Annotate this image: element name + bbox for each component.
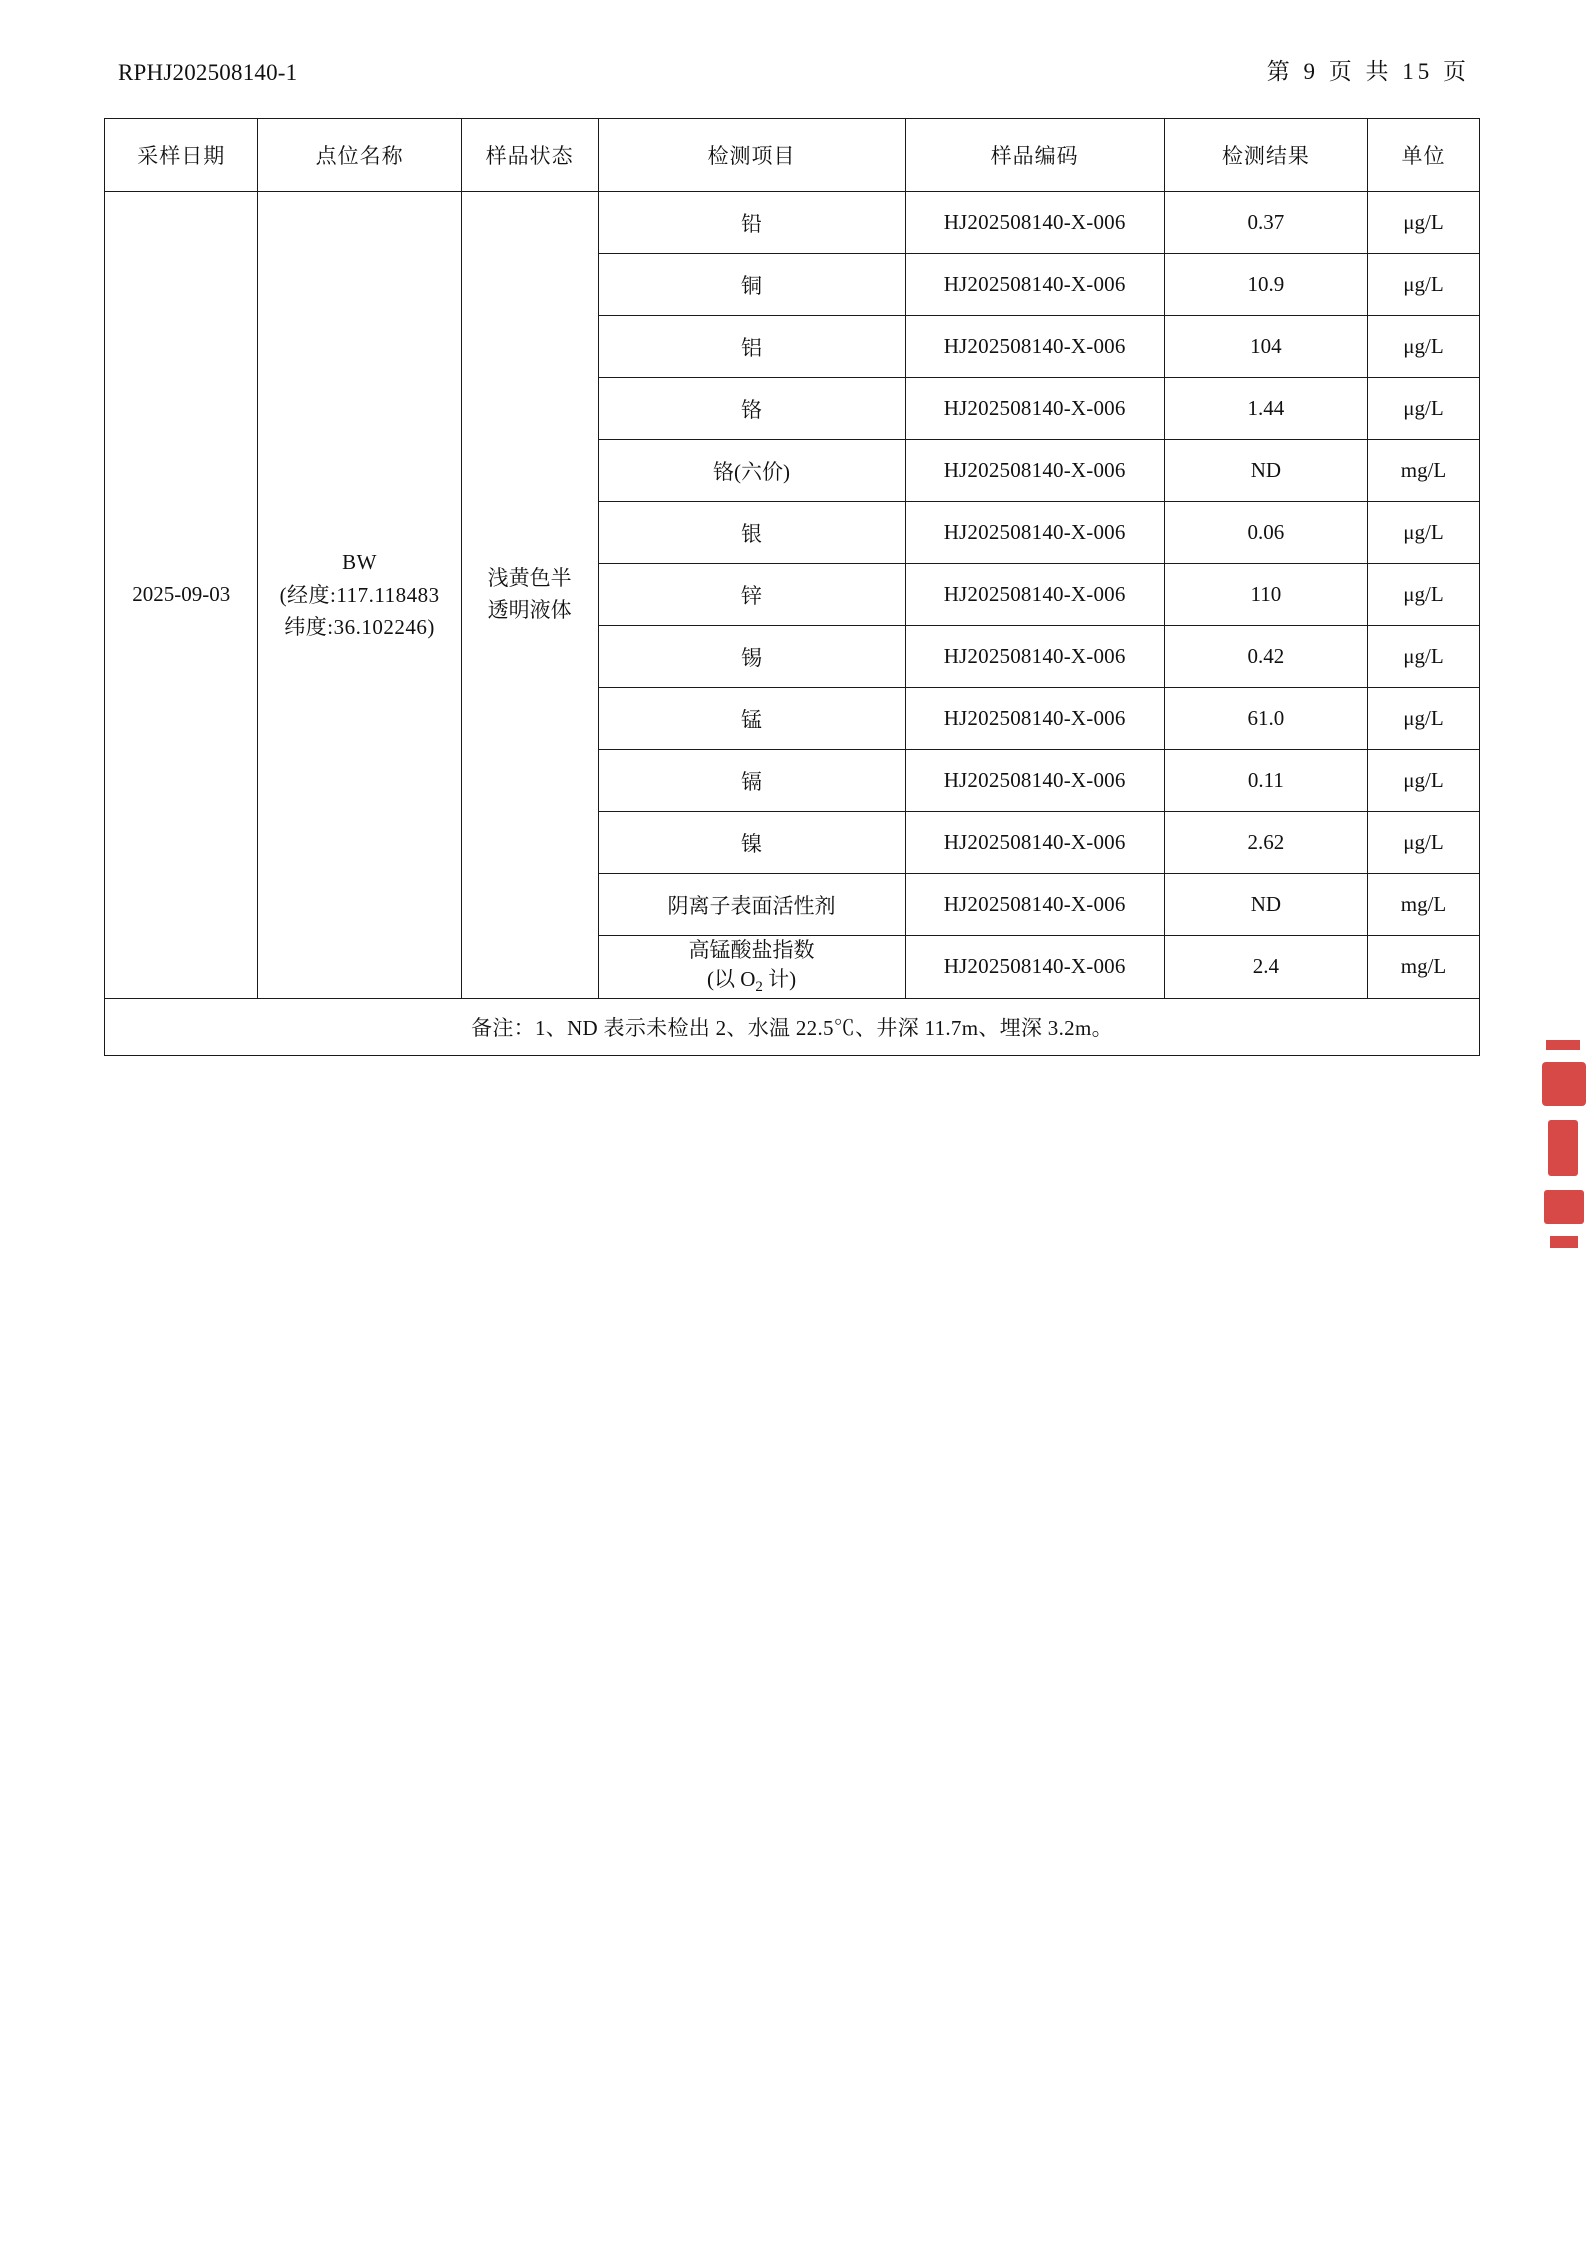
cell-test-result: 0.37 bbox=[1164, 192, 1367, 254]
cell-unit: μg/L bbox=[1367, 626, 1479, 688]
cell-test-item: 镉 bbox=[598, 750, 905, 812]
cell-sample-code: HJ202508140-X-006 bbox=[905, 378, 1164, 440]
cell-unit: μg/L bbox=[1367, 688, 1479, 750]
col-header-item: 检测项目 bbox=[598, 119, 905, 192]
cell-unit: μg/L bbox=[1367, 316, 1479, 378]
note-text: 备注：1、ND 表示未检出 2、水温 22.5℃、井深 11.7m、埋深 3.2m。 bbox=[105, 998, 1480, 1055]
cell-test-result: 104 bbox=[1164, 316, 1367, 378]
cell-unit: μg/L bbox=[1367, 750, 1479, 812]
cell-test-result: 2.62 bbox=[1164, 812, 1367, 874]
cell-test-item: 银 bbox=[598, 502, 905, 564]
col-header-result: 检测结果 bbox=[1164, 119, 1367, 192]
stamp-mark-3 bbox=[1548, 1120, 1578, 1176]
cell-unit: mg/L bbox=[1367, 440, 1479, 502]
cell-site-name bbox=[258, 192, 461, 999]
cell-unit: μg/L bbox=[1367, 502, 1479, 564]
cell-test-item: 铅 bbox=[598, 192, 905, 254]
item-line2-subscript: 2 bbox=[755, 979, 763, 996]
cell-sample-code: HJ202508140-X-006 bbox=[905, 812, 1164, 874]
cell-test-item: 锡 bbox=[598, 626, 905, 688]
cell-unit: μg/L bbox=[1367, 254, 1479, 316]
cell-unit: μg/L bbox=[1367, 378, 1479, 440]
results-table bbox=[104, 118, 1480, 1056]
table-row bbox=[105, 192, 1480, 254]
col-header-site: 点位名称 bbox=[258, 119, 461, 192]
cell-unit: mg/L bbox=[1367, 874, 1479, 936]
sample-state-line2: 透明液体 bbox=[487, 597, 572, 622]
cell-unit: μg/L bbox=[1367, 564, 1479, 626]
cell-test-item: 铬(六价) bbox=[598, 440, 905, 502]
cell-test-result: 0.06 bbox=[1164, 502, 1367, 564]
red-seal-stamp bbox=[1540, 1030, 1587, 1280]
cell-test-result: 0.42 bbox=[1164, 626, 1367, 688]
cell-sample-code: HJ202508140-X-006 bbox=[905, 564, 1164, 626]
cell-sampling-date: 2025-09-03 bbox=[105, 192, 258, 999]
cell-test-item: 锌 bbox=[598, 564, 905, 626]
cell-test-item: 铜 bbox=[598, 254, 905, 316]
cell-test-result: 2.4 bbox=[1164, 936, 1367, 999]
cell-sample-code: HJ202508140-X-006 bbox=[905, 440, 1164, 502]
item-line1: 高锰酸盐指数 bbox=[688, 938, 815, 962]
cell-sample-state bbox=[461, 192, 598, 999]
cell-sample-code: HJ202508140-X-006 bbox=[905, 936, 1164, 999]
cell-sample-code: HJ202508140-X-006 bbox=[905, 254, 1164, 316]
cell-sample-code: HJ202508140-X-006 bbox=[905, 874, 1164, 936]
cell-test-result: 61.0 bbox=[1164, 688, 1367, 750]
cell-test-item: 镍 bbox=[598, 812, 905, 874]
stamp-mark-2 bbox=[1542, 1062, 1586, 1106]
site-latitude-text: 纬度:36.102246) bbox=[284, 615, 435, 640]
report-number: RPHJ202508140-1 bbox=[118, 60, 298, 85]
cell-sample-code: HJ202508140-X-006 bbox=[905, 626, 1164, 688]
stamp-mark-4 bbox=[1544, 1190, 1584, 1224]
page-header bbox=[118, 52, 1470, 86]
site-longitude-text: (经度:117.118483 bbox=[279, 582, 440, 607]
cell-test-result: 1.44 bbox=[1164, 378, 1367, 440]
cell-unit: μg/L bbox=[1367, 192, 1479, 254]
table-note-row bbox=[105, 998, 1480, 1055]
cell-unit: mg/L bbox=[1367, 936, 1479, 999]
cell-sample-code: HJ202508140-X-006 bbox=[905, 750, 1164, 812]
item-line2-post: 计) bbox=[762, 966, 797, 991]
cell-test-result: ND bbox=[1164, 874, 1367, 936]
cell-test-item: 阴离子表面活性剂 bbox=[598, 874, 905, 936]
cell-sample-code: HJ202508140-X-006 bbox=[905, 316, 1164, 378]
col-header-date: 采样日期 bbox=[105, 119, 258, 192]
cell-test-item: 铝 bbox=[598, 316, 905, 378]
col-header-state: 样品状态 bbox=[461, 119, 598, 192]
stamp-mark-5 bbox=[1550, 1236, 1578, 1248]
table-body bbox=[105, 192, 1480, 1056]
cell-test-item: 铬 bbox=[598, 378, 905, 440]
results-table-container bbox=[104, 118, 1480, 1056]
cell-sample-code: HJ202508140-X-006 bbox=[905, 688, 1164, 750]
site-name-text: BW bbox=[342, 550, 377, 575]
cell-test-result: 110 bbox=[1164, 564, 1367, 626]
cell-sample-code: HJ202508140-X-006 bbox=[905, 502, 1164, 564]
cell-test-result: ND bbox=[1164, 440, 1367, 502]
col-header-unit: 单位 bbox=[1367, 119, 1479, 192]
page-number: 第 9 页 共 15 页 bbox=[1266, 59, 1470, 84]
col-header-code: 样品编码 bbox=[905, 119, 1164, 192]
sample-state-line1: 浅黄色半 bbox=[487, 566, 572, 591]
stamp-mark-1 bbox=[1546, 1040, 1580, 1050]
item-line2-pre: (以 O bbox=[706, 966, 756, 991]
cell-sample-code: HJ202508140-X-006 bbox=[905, 192, 1164, 254]
cell-test-item bbox=[598, 936, 905, 999]
table-header-row bbox=[105, 119, 1480, 192]
cell-test-result: 0.11 bbox=[1164, 750, 1367, 812]
cell-test-result: 10.9 bbox=[1164, 254, 1367, 316]
cell-unit: μg/L bbox=[1367, 812, 1479, 874]
cell-test-item: 锰 bbox=[598, 688, 905, 750]
